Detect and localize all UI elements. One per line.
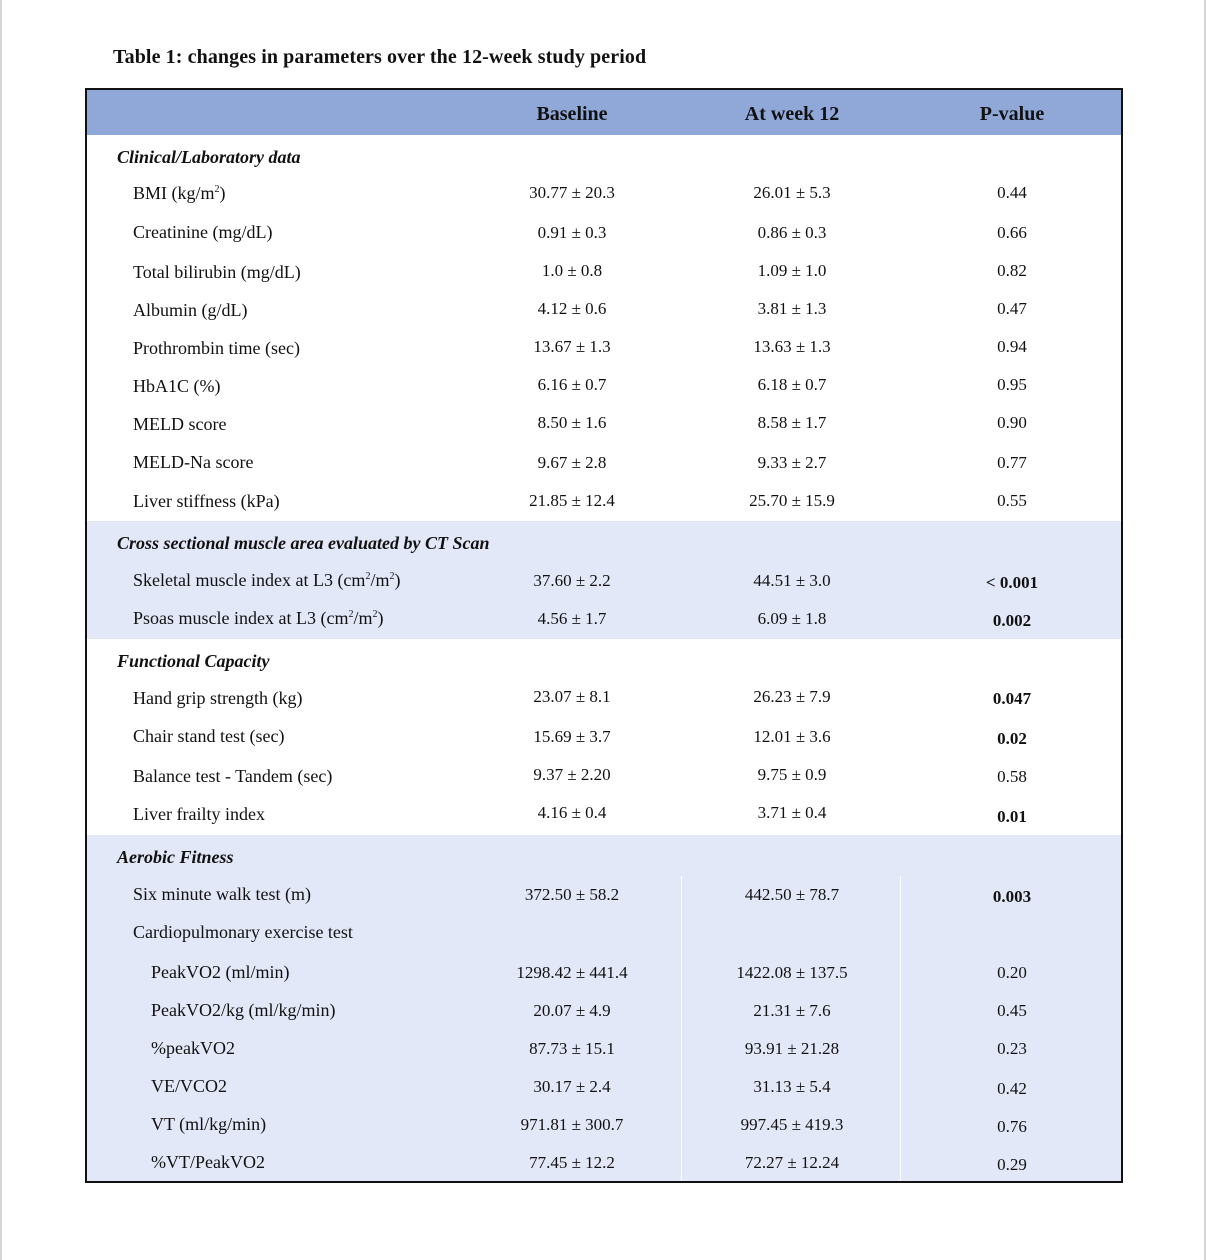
cell-creatinine-baseline: 0.91 ± 0.3	[537, 223, 607, 242]
cell-frailty-week12: 3.71 ± 0.4	[757, 803, 827, 822]
row-label-smi: Skeletal muscle index at L3 $(cm^2/m^2)$	[133, 570, 401, 590]
row-label-vtpeak: %VT/PeakVO2	[151, 1152, 265, 1172]
cell-stiffness-baseline: 21.85 ± 12.4	[529, 491, 615, 510]
cell-bilirubin-baseline: 1.0 ± 0.8	[541, 261, 603, 280]
row-label-creatinine: Creatinine (mg/dL)	[133, 222, 273, 242]
cell-meld-baseline: 8.50 ± 1.6	[537, 413, 607, 432]
cell-vt-week12: 997.45 ± 419.3	[740, 1115, 844, 1134]
cell-albumin-baseline: 4.12 ± 0.6	[537, 299, 607, 318]
cell-walk-baseline: 372.50 ± 58.2	[524, 885, 620, 904]
cell-prothrombin-pvalue: 0.94	[997, 337, 1027, 356]
row-label-chair: Chair stand test (sec)	[133, 726, 285, 746]
cell-chair-week12: 12.01 ± 3.6	[753, 727, 831, 746]
cell-pmi-baseline: 4.56 ± 1.7	[537, 609, 607, 628]
row-label-peakvo2: PeakVO2 (ml/min)	[151, 962, 290, 982]
row-label-cpet: Cardiopulmonary exercise test	[133, 922, 353, 942]
row-label-bilirubin: Total bilirubin (mg/dL)	[133, 262, 301, 282]
cell-grip-week12: 26.23 ± 7.9	[753, 687, 831, 706]
cell-meld-week12: 8.58 ± 1.7	[757, 413, 827, 432]
cell-bilirubin-week12: 1.09 ± 1.0	[757, 261, 827, 280]
cell-peakvo2kg-week12: 21.31 ± 7.6	[753, 1001, 831, 1020]
cell-prothrombin-baseline: 13.67 ± 1.3	[533, 337, 611, 356]
cell-bilirubin-pvalue: 0.82	[997, 261, 1027, 280]
row-label-pctpeak: %peakVO2	[151, 1038, 235, 1058]
cell-bmi-baseline: 30.77 ± 20.3	[529, 183, 615, 202]
cell-smi-week12: 44.51 ± 3.0	[753, 571, 831, 590]
cell-vt-baseline: 971.81 ± 300.7	[520, 1115, 624, 1134]
column-divider-1	[681, 876, 682, 1181]
row-label-pmi: Psoas muscle index at L3 $(cm^2/m^2)$	[133, 608, 384, 628]
cell-vtpeak-pvalue: 0.29	[997, 1155, 1027, 1174]
cell-chair-baseline: 15.69 ± 3.7	[533, 727, 611, 746]
cell-peakvo2kg-baseline: 20.07 ± 4.9	[533, 1001, 611, 1020]
row-label-meld: MELD score	[133, 414, 227, 434]
cell-peakvo2kg-pvalue: 0.45	[997, 1001, 1027, 1020]
cell-balance-baseline: 9.37 ± 2.20	[533, 765, 611, 784]
results-table	[85, 88, 1123, 1183]
row-label-peakvo2kg: PeakVO2/kg (ml/kg/min)	[151, 1000, 336, 1020]
row-label-stiffness: Liver stiffness (kPa)	[133, 491, 280, 511]
cell-frailty-pvalue: 0.01	[997, 807, 1027, 826]
section-clinical: Clinical/Laboratory data	[117, 147, 301, 167]
cell-creatinine-pvalue: 0.66	[997, 223, 1027, 242]
cell-peakvo2-week12: 1422.08 ± 137.5	[736, 963, 848, 982]
section-functional: Functional Capacity	[117, 651, 270, 671]
cell-vt-pvalue: 0.76	[997, 1117, 1027, 1136]
row-label-meldna: MELD-Na score	[133, 452, 254, 472]
table-header-row	[87, 90, 1121, 135]
cell-stiffness-week12: 25.70 ± 15.9	[749, 491, 835, 510]
cell-bmi-week12: 26.01 ± 5.3	[753, 183, 831, 202]
cell-grip-baseline: 23.07 ± 8.1	[533, 687, 611, 706]
cell-frailty-baseline: 4.16 ± 0.4	[537, 803, 607, 822]
cell-peakvo2-baseline: 1298.42 ± 441.4	[516, 963, 628, 982]
cell-walk-week12: 442.50 ± 78.7	[744, 885, 840, 904]
cell-grip-pvalue: 0.047	[992, 689, 1032, 708]
cell-smi-pvalue: < 0.001	[985, 573, 1039, 592]
cell-hba1c-pvalue: 0.95	[997, 375, 1027, 394]
page-edge-left	[0, 0, 2, 1260]
cell-pmi-week12: 6.09 ± 1.8	[757, 609, 827, 628]
row-label-prothrombin: Prothrombin time (sec)	[133, 338, 300, 358]
cell-stiffness-pvalue: 0.55	[997, 491, 1027, 510]
header-baseline: Baseline	[536, 103, 608, 125]
section-muscle: Cross sectional muscle area evaluated by CT Scan	[117, 533, 490, 553]
row-label-vevco2: VE/VCO2	[151, 1076, 227, 1096]
cell-hba1c-baseline: 6.16 ± 0.7	[537, 375, 607, 394]
cell-vevco2-pvalue: 0.42	[997, 1079, 1027, 1098]
row-label-bmi: BMI $(kg/m^2)$	[133, 183, 226, 203]
cell-meld-pvalue: 0.90	[997, 413, 1027, 432]
cell-vtpeak-week12: 72.27 ± 12.24	[744, 1153, 840, 1172]
cell-walk-pvalue: 0.003	[992, 887, 1032, 906]
cell-hba1c-week12: 6.18 ± 0.7	[757, 375, 827, 394]
row-label-albumin: Albumin (g/dL)	[133, 300, 248, 320]
cell-balance-week12: 9.75 ± 0.9	[757, 765, 827, 784]
cell-smi-baseline: 37.60 ± 2.2	[533, 571, 611, 590]
cell-vevco2-baseline: 30.17 ± 2.4	[533, 1077, 611, 1096]
cell-meldna-week12: 9.33 ± 2.7	[757, 453, 827, 472]
cell-vevco2-week12: 31.13 ± 5.4	[753, 1077, 831, 1096]
cell-creatinine-week12: 0.86 ± 0.3	[757, 223, 827, 242]
cell-albumin-week12: 3.81 ± 1.3	[757, 299, 827, 318]
cell-bmi-pvalue: 0.44	[997, 183, 1027, 202]
cell-vtpeak-baseline: 77.45 ± 12.2	[529, 1153, 615, 1172]
row-label-balance: Balance test - Tandem (sec)	[133, 766, 333, 786]
cell-prothrombin-week12: 13.63 ± 1.3	[753, 337, 831, 356]
cell-pctpeak-baseline: 87.73 ± 15.1	[529, 1039, 615, 1058]
cell-pctpeak-pvalue: 0.23	[997, 1039, 1027, 1058]
cell-meldna-pvalue: 0.77	[997, 453, 1027, 472]
row-label-frailty: Liver frailty index	[133, 804, 265, 824]
cell-pctpeak-week12: 93.91 ± 21.28	[744, 1039, 840, 1058]
cell-peakvo2-pvalue: 0.20	[997, 963, 1027, 982]
header-week12: At week 12	[744, 103, 840, 125]
cell-meldna-baseline: 9.67 ± 2.8	[537, 453, 607, 472]
row-label-vt: VT (ml/kg/min)	[151, 1114, 267, 1134]
cell-pmi-pvalue: 0.002	[992, 611, 1032, 630]
column-divider-2	[900, 876, 901, 1181]
header-pvalue: P-value	[979, 103, 1045, 125]
section-aerobic: Aerobic Fitness	[117, 847, 234, 867]
row-label-walk: Six minute walk test (m)	[133, 884, 311, 904]
cell-balance-pvalue: 0.58	[997, 767, 1027, 786]
row-label-hba1c: HbA1C (%)	[133, 376, 221, 396]
row-label-grip: Hand grip strength (kg)	[133, 688, 303, 708]
table-title: Table 1: changes in parameters over the 12-week study period	[113, 46, 647, 68]
cell-albumin-pvalue: 0.47	[997, 299, 1027, 318]
cell-chair-pvalue: 0.02	[997, 729, 1027, 748]
